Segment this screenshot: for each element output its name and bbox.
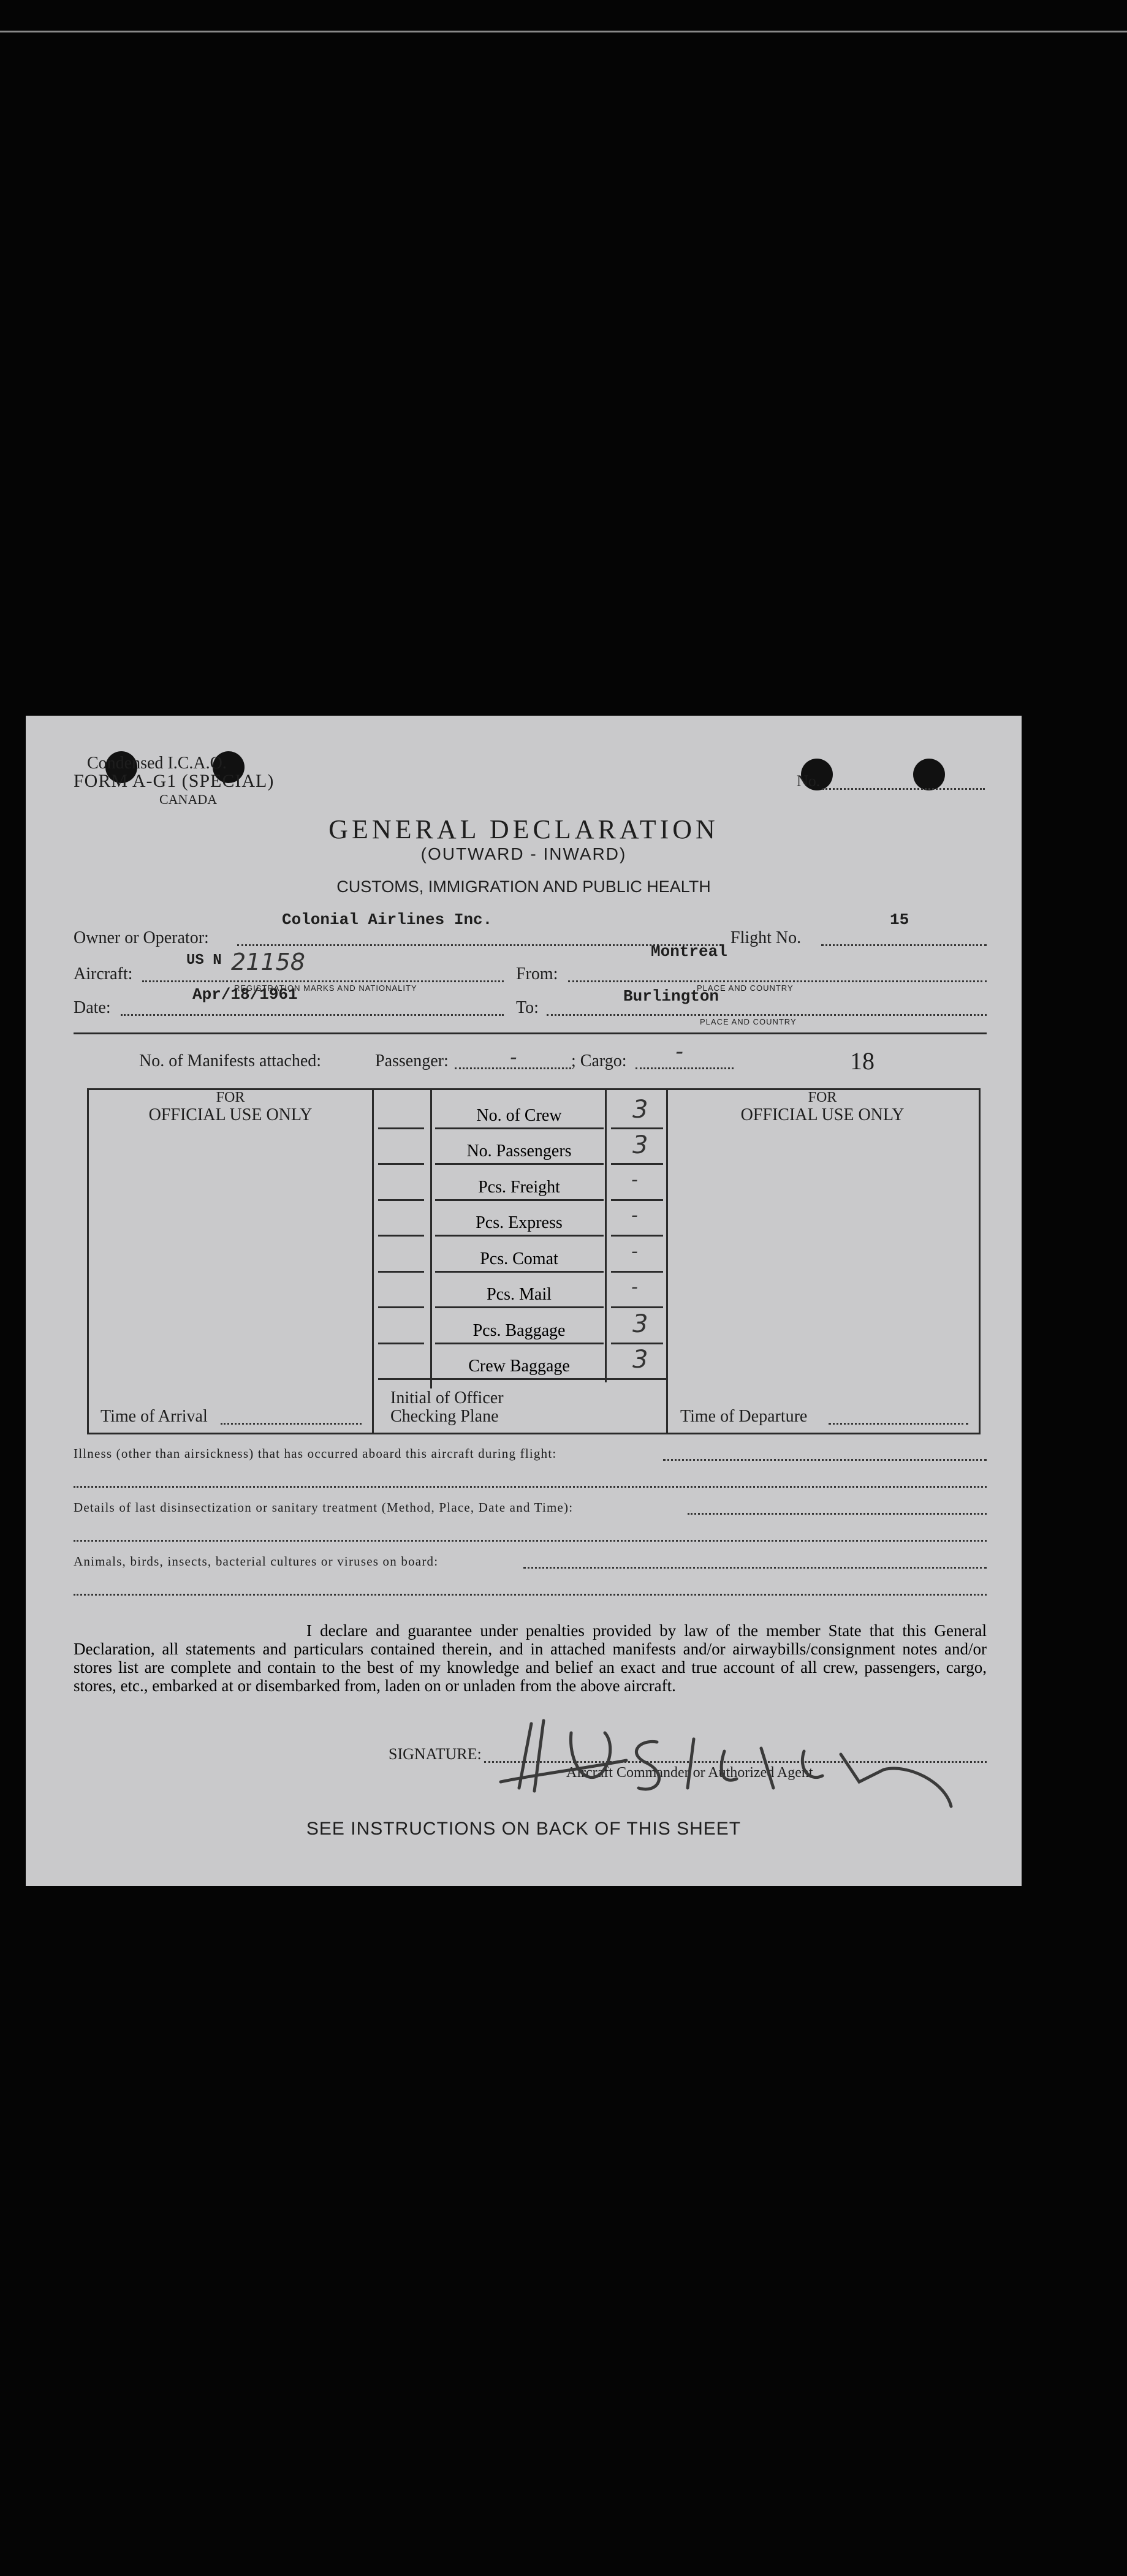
- time-of-arrival-line: [221, 1423, 362, 1425]
- row-label-pcs-baggage: Pcs. Baggage: [472, 1321, 566, 1340]
- from-line: [568, 980, 987, 982]
- flight-value: 15: [890, 911, 909, 929]
- right-head2: OFFICIAL USE ONLY: [740, 1105, 905, 1124]
- owner-label: Owner or Operator:: [74, 928, 209, 947]
- illness-line: [663, 1459, 987, 1461]
- aircraft-line: [142, 980, 504, 982]
- passenger-manifest-label: Passenger:: [375, 1051, 449, 1070]
- row-value-no-of-crew: 3: [632, 1096, 648, 1124]
- flight-label: Flight No.: [730, 928, 802, 947]
- row-line: [378, 1271, 424, 1273]
- manifests-label: No. of Manifests attached:: [139, 1051, 322, 1070]
- row-value-pcs-baggage: 3: [632, 1310, 648, 1338]
- from-label: From:: [516, 964, 558, 983]
- left-head2: OFFICIAL USE ONLY: [148, 1105, 313, 1124]
- general-declaration-form: [26, 716, 1022, 1886]
- aircraft-value-typed: US N: [186, 952, 222, 969]
- row-line: [378, 1235, 424, 1237]
- row-line: [435, 1306, 604, 1308]
- table-col-divider-3: [605, 1088, 607, 1382]
- row-line: [378, 1306, 424, 1308]
- row-line: [435, 1235, 604, 1237]
- row-label-pcs-express: Pcs. Express: [476, 1213, 563, 1232]
- form-subtitle2: CUSTOMS, IMMIGRATION AND PUBLIC HEALTH: [336, 877, 711, 896]
- illness-label: Illness (other than airsickness) that has occurred aboard this aircraft during flight:: [74, 1446, 557, 1461]
- row-line: [435, 1271, 604, 1273]
- form-country: CANADA: [159, 792, 218, 807]
- row-label-no-passengers: No. Passengers: [466, 1142, 572, 1161]
- initial-officer-label1: Initial of Officer: [390, 1388, 504, 1407]
- row-line: [378, 1378, 666, 1380]
- cargo-manifest-line: [636, 1067, 734, 1069]
- to-label: To:: [516, 998, 539, 1017]
- to-line: [547, 1014, 987, 1016]
- instructions-note: SEE INSTRUCTIONS ON BACK OF THIS SHEET: [306, 1819, 742, 1839]
- row-label-pcs-comat: Pcs. Comat: [480, 1249, 558, 1268]
- date-value: Apr/18/1961: [192, 985, 298, 1004]
- section-divider: [74, 1032, 987, 1034]
- row-line: [435, 1163, 604, 1165]
- row-line: [611, 1199, 663, 1201]
- row-line: [378, 1199, 424, 1201]
- row-line: [611, 1163, 663, 1165]
- animals-label: Animals, birds, insects, bacterial cultures or viruses on board:: [74, 1554, 439, 1569]
- handwritten-signature: [369, 1696, 1012, 1825]
- signature-label: SIGNATURE:: [389, 1745, 482, 1763]
- from-caption: PLACE AND COUNTRY: [697, 983, 794, 993]
- animals-line2: [74, 1594, 987, 1596]
- form-id-line2: FORM A-G1 (SPECIAL): [74, 771, 275, 791]
- row-value-no-passengers: 3: [632, 1131, 648, 1159]
- form-title: GENERAL DECLARATION: [328, 814, 719, 844]
- row-line: [378, 1127, 424, 1129]
- row-line: [611, 1235, 663, 1237]
- row-value-pcs-freight: -: [631, 1169, 638, 1191]
- row-line: [378, 1163, 424, 1165]
- table-col-divider-1: [372, 1088, 374, 1433]
- number-line: [822, 788, 985, 790]
- row-value-pcs-mail: -: [631, 1276, 638, 1298]
- animals-line: [523, 1567, 987, 1569]
- row-value-pcs-comat: -: [631, 1241, 638, 1262]
- punch-hole-right2: [913, 759, 945, 790]
- margin-number: 18: [850, 1047, 875, 1075]
- to-value: Burlington: [623, 987, 719, 1006]
- cargo-manifest-label: ; Cargo:: [571, 1051, 627, 1070]
- flight-line: [821, 944, 987, 946]
- row-line: [435, 1199, 604, 1201]
- row-line: [435, 1343, 604, 1344]
- row-label-no-of-crew: No. of Crew: [476, 1106, 562, 1125]
- row-line: [611, 1271, 663, 1273]
- disinsection-line: [688, 1513, 987, 1515]
- time-of-arrival-label: Time of Arrival: [101, 1407, 208, 1426]
- form-id-line1: Condensed I.C.A.O.: [87, 754, 227, 773]
- signature-caption: Aircraft Commander or Authorized Agent: [566, 1765, 813, 1781]
- initial-officer-label2: Checking Plane: [390, 1407, 499, 1426]
- table-col-divider-4: [666, 1088, 668, 1433]
- date-line: [121, 1014, 504, 1016]
- row-label-pcs-mail: Pcs. Mail: [487, 1285, 552, 1304]
- disinsection-label: Details of last disinsectization or sanitary treatment (Method, Place, Date and Time):: [74, 1500, 574, 1515]
- declaration-text: [74, 1621, 987, 1695]
- form-subtitle: (OUTWARD - INWARD): [420, 844, 627, 863]
- to-caption: PLACE AND COUNTRY: [700, 1017, 797, 1026]
- number-label: No.: [797, 772, 821, 790]
- owner-line: [237, 944, 721, 946]
- row-line: [611, 1306, 663, 1308]
- right-head1: FOR: [808, 1089, 837, 1105]
- row-value-crew-baggage: 3: [632, 1346, 648, 1374]
- time-of-departure-line: [829, 1423, 968, 1425]
- from-value: Montreal: [651, 942, 727, 961]
- passenger-manifest-value: -: [510, 1045, 517, 1069]
- illness-line2: [74, 1486, 987, 1488]
- row-label-crew-baggage: Crew Baggage: [468, 1357, 570, 1376]
- row-value-pcs-express: -: [631, 1205, 638, 1226]
- row-label-pcs-freight: Pcs. Freight: [478, 1178, 560, 1197]
- declaration-paragraph: I declare and guarantee under penalties provided by law of the member State that this General Declaration, all statements and particulars contained therein, and in attached manifests and/or airwaybills/consignment notes and/or stores list are complete and contain to the best of my knowledge and belief an exact and true account of all crew, passengers, cargo, stores, etc., embarked at or disembarked from, laden on or unladen from the above aircraft.: [74, 1621, 987, 1695]
- table-col-divider-2: [430, 1088, 432, 1388]
- row-line: [435, 1127, 604, 1129]
- row-line: [378, 1343, 424, 1344]
- aircraft-caption: REGISTRATION MARKS AND NATIONALITY: [234, 983, 417, 993]
- microfilm-frame-line: [0, 31, 1127, 32]
- aircraft-label: Aircraft:: [74, 964, 133, 983]
- owner-value: Colonial Airlines Inc.: [282, 911, 493, 929]
- disinsection-line2: [74, 1540, 987, 1542]
- aircraft-value-handwritten: 21158: [231, 949, 305, 975]
- left-head1: FOR: [216, 1089, 245, 1105]
- row-line: [611, 1127, 663, 1129]
- cargo-manifest-value: -: [675, 1039, 683, 1064]
- date-label: Date:: [74, 998, 111, 1017]
- time-of-departure-label: Time of Departure: [680, 1407, 808, 1426]
- row-line: [611, 1343, 663, 1344]
